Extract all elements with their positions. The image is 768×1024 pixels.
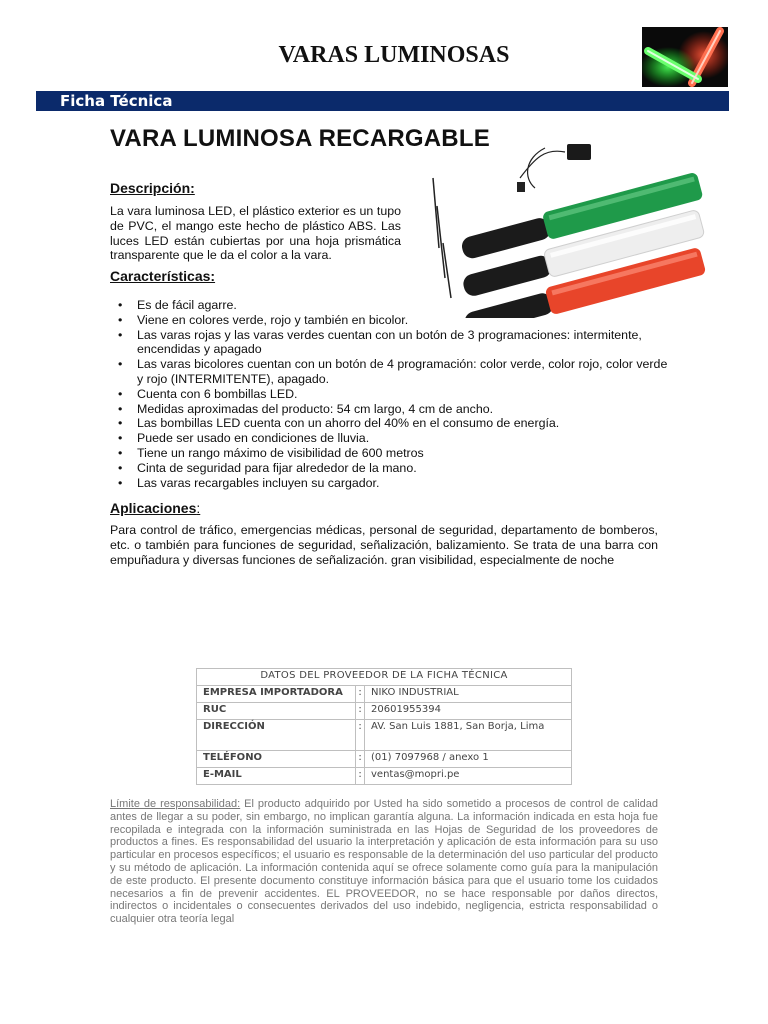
light-batons-photo-icon bbox=[642, 27, 728, 87]
row-separator: : bbox=[356, 751, 365, 768]
list-item: • Las bombillas LED cuenta con un ahorro del 40% en el consumo de energía. bbox=[110, 416, 670, 431]
row-value: (01) 7097968 / anexo 1 bbox=[365, 751, 572, 768]
row-value: AV. San Luis 1881, San Borja, Lima bbox=[365, 720, 572, 751]
list-item: • Medidas aproximadas del producto: 54 cm largo, 4 cm de ancho. bbox=[110, 402, 670, 417]
legal-lead: Límite de responsabilidad: bbox=[110, 798, 241, 810]
applications-text: Para control de tráfico, emergencias médicas, personal de seguridad, departamento de bomberos, etc. o también para funciones de seguridad, señalización, balizamiento. Se trata de una barra con empuñadura y diversas funciones de señalización. gran visibilidad, especialmente de noche bbox=[110, 523, 658, 567]
row-label: TELÉFONO bbox=[197, 751, 356, 768]
list-item: • Las varas recargables incluyen su cargador. bbox=[110, 476, 670, 491]
table-row bbox=[197, 686, 572, 703]
banner-label: Ficha Técnica bbox=[60, 92, 173, 110]
list-item: • Tiene un rango máximo de visibilidad de 600 metros bbox=[110, 446, 670, 461]
row-value: NIKO INDUSTRIAL bbox=[365, 686, 572, 703]
table-row bbox=[197, 703, 572, 720]
description-text: La vara luminosa LED, el plástico exterior es un tupo de PVC, el mango este hecho de plástico ABS. Las luces LED están cubiertas por una hoja prismática transparente que le da el color a la vara. bbox=[110, 204, 401, 263]
legal-disclaimer bbox=[110, 798, 658, 926]
row-value: ventas@mopri.pe bbox=[365, 768, 572, 785]
features-heading: Características: bbox=[110, 268, 216, 284]
document-title: VARAS LUMINOSAS bbox=[278, 42, 510, 68]
row-value: 20601955394 bbox=[365, 703, 572, 720]
list-item: • Viene en colores verde, rojo y también en bicolor. bbox=[110, 313, 670, 328]
table-row bbox=[197, 751, 572, 768]
row-separator: : bbox=[356, 768, 365, 785]
row-label: DIRECCIÓN bbox=[197, 720, 356, 751]
list-item: • Cuenta con 6 bombillas LED. bbox=[110, 387, 670, 402]
applications-heading-label: Aplicaciones bbox=[110, 500, 197, 516]
list-item: • Cinta de seguridad para fijar alrededor de la mano. bbox=[110, 461, 670, 476]
row-label: E-MAIL bbox=[197, 768, 356, 785]
light-batons-green-white-red-icon bbox=[425, 138, 725, 318]
provider-table bbox=[196, 668, 572, 785]
features-list bbox=[110, 298, 670, 490]
provider-table-heading: DATOS DEL PROVEEDOR DE LA FICHA TÉCNICA bbox=[197, 669, 572, 686]
list-item: • Las varas rojas y las varas verdes cuentan con un botón de 3 programaciones: intermitente, encendidas y apagado bbox=[110, 328, 670, 358]
description-heading: Descripción: bbox=[110, 180, 195, 196]
row-separator: : bbox=[356, 686, 365, 703]
row-label: EMPRESA IMPORTADORA bbox=[197, 686, 356, 703]
row-separator: : bbox=[356, 720, 365, 751]
product-title: VARA LUMINOSA RECARGABLE bbox=[110, 125, 490, 152]
applications-heading-colon: : bbox=[196, 500, 201, 516]
table-row bbox=[197, 720, 572, 751]
list-item: • Es de fácil agarre. bbox=[110, 298, 670, 313]
row-label: RUC bbox=[197, 703, 356, 720]
legal-text: El producto adquirido por Usted ha sido sometido a procesos de control de calidad antes de llegar a su poder, sin embargo, no implican garantía alguna. La información indicada en esta hoja fue recopilada e integrada con la información suministrada en las Hojas de Seguridad de los proveedores de productos a fines. Es responsabilidad del usuario la interpretación y aplicación de esta información para su uso particular en procesos específicos; el usuario es responsable de la determinación del uso particular del producto y su método de aplicación. La información contenida aquí se ofrece solamente como guía para la manipulación de este producto. El presente documento constituye información básica para que el usuario tome los cuidados necesarios a fin de prevenir accidentes. EL PROVEEDOR, no se hace responsable por daños directos, indirectos o incidentales o consecuentes derivados del uso indebido, negligencia, estricta responsabilidad o cualquier otra teoría legal bbox=[110, 798, 658, 926]
list-item: • Puede ser usado en condiciones de lluvia. bbox=[110, 431, 670, 446]
table-row bbox=[197, 768, 572, 785]
list-item: • Las varas bicolores cuentan con un botón de 4 programación: color verde, color rojo, color verde y rojo (INTERMITENTE), apagado. bbox=[110, 357, 670, 387]
ficha-tecnica-banner bbox=[36, 91, 729, 111]
applications-heading bbox=[110, 500, 200, 516]
row-separator: : bbox=[356, 703, 365, 720]
